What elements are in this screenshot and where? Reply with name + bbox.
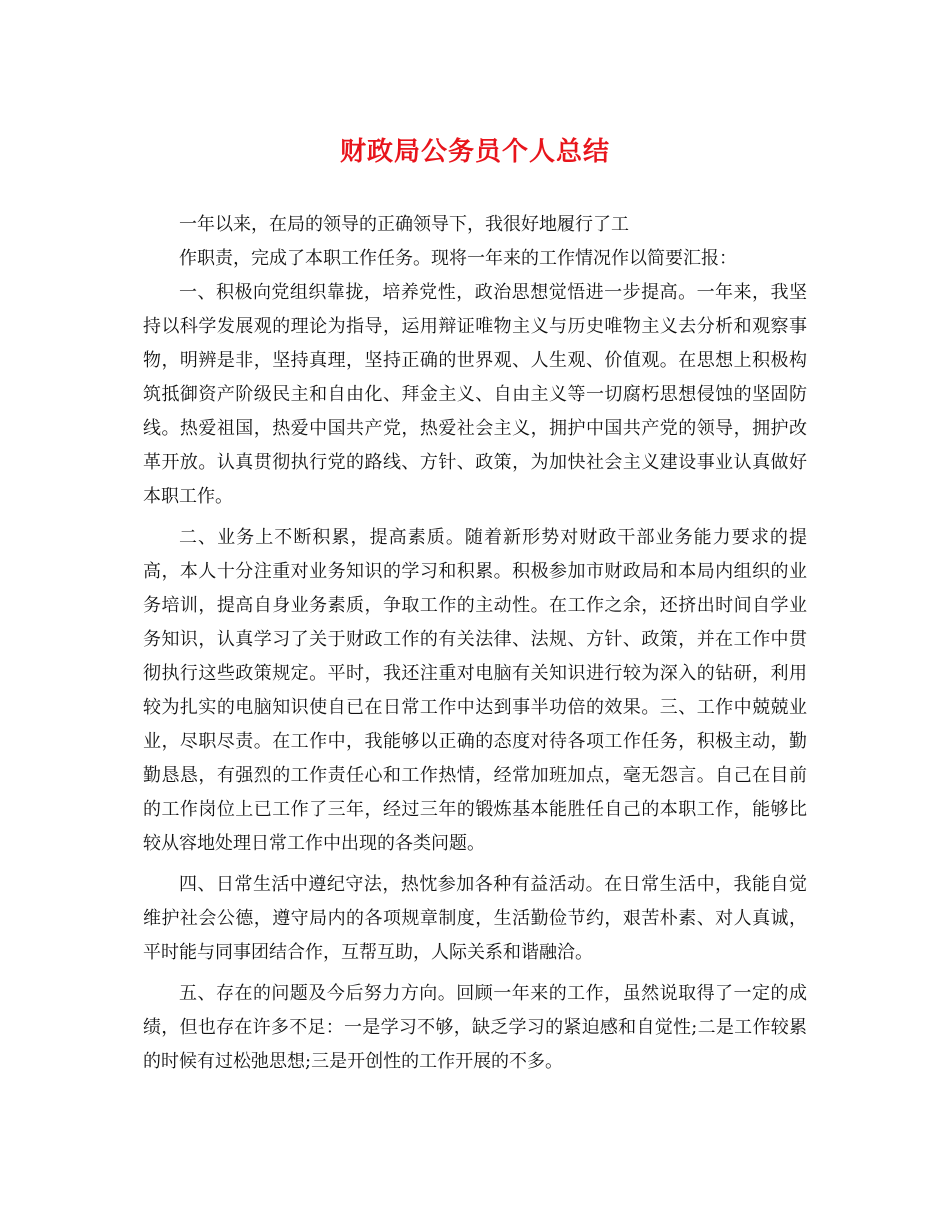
intro-line-2: 作职责，完成了本职工作任务。现将一年来的工作情况作以简要汇报： xyxy=(179,248,737,269)
paragraph-political: 一、积极向党组织靠拢，培养党性，政治思想觉悟进一步提高。一年来，我坚持以科学发展观的理论为指导，运用辩证唯物主义与历史唯物主义去分析和观察事物，明辨是非，坚持真理，坚持正确的世界观、人生观、价值观。在思想上积极构筑抵御资产阶级民主和自由化、拜金主义、自由主义等一切腐朽思想侵蚀的坚固防线。热爱祖国，热爱中国共产党，热爱社会主义，拥护中国共产党的领导，拥护改革开放。认真贯彻执行党的路线、方针、政策，为加快社会主义建设事业认真做好本职工作。 xyxy=(143,282,807,507)
paragraph-problems: 五、存在的问题及今后努力方向。回顾一年来的工作，虽然说取得了一定的成绩，但也存在许多不足：一是学习不够，缺乏学习的紧迫感和自觉性;二是工作较累的时候有过松弛思想;三是开创性的工作开展的不多。 xyxy=(143,983,807,1072)
document-body xyxy=(143,208,807,1079)
document-title: 财政局公务员个人总结 xyxy=(339,137,610,167)
paragraph-professional: 二、业务上不断积累，提高素质。随着新形势对财政干部业务能力要求的提高，本人十分注重对业务知识的学习和积累。积极参加市财政局和本局内组织的业务培训，提高自身业务素质，争取工作的主动性。在工作之余，还挤出时间自学业务知识，认真学习了关于财政工作的有关法律、法规、方针、政策，并在工作中贯彻执行这些政策规定。平时，我还注重对电脑有关知识进行较为深入的钻研，利用较为扎实的电脑知识使自已在日常工作中达到事半功倍的效果。三、工作中兢兢业业，尽职尽责。在工作中，我能够以正确的态度对待各项工作任务，积极主动，勤勤恳恳，有强烈的工作责任心和工作热情，经常加班加点，毫无怨言。自己在目前的工作岗位上已工作了三年，经过三年的锻炼基本能胜任自己的本职工作，能够比较从容地处理日常工作中出现的各类问题。 xyxy=(143,527,807,854)
intro-line-1: 一年以来，在局的领导的正确领导下，我很好地履行了工 xyxy=(179,214,629,235)
paragraph-daily-life: 四、日常生活中遵纪守法，热忱参加各种有益活动。在日常生活中，我能自觉维护社会公德，遵守局内的各项规章制度，生活勤俭节约，艰苦朴素、对人真诚，平时能与同事团结合作，互帮互助，人际关系和谐融洽。 xyxy=(143,874,807,963)
